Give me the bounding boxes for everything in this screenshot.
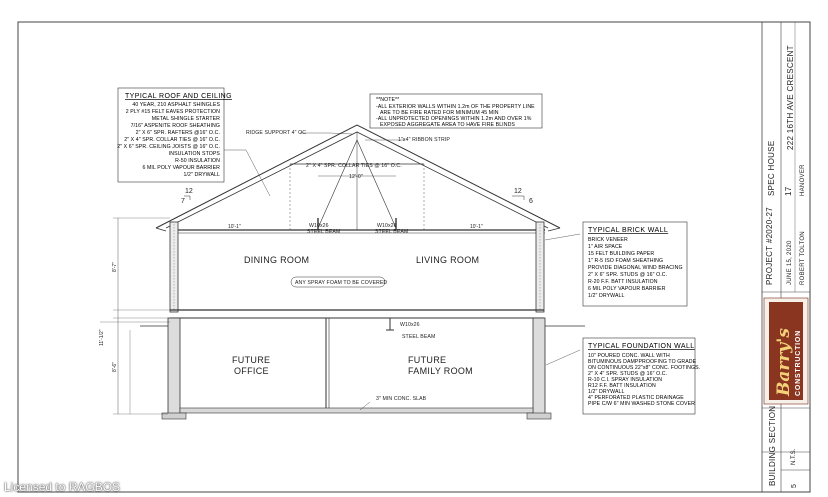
height-mid: 11'-1/2" (99, 329, 105, 346)
foundation-wall-line: R12 F.F. BATT INSULATION (588, 383, 656, 389)
town: HANOVER (800, 164, 806, 196)
logo-tagline: CONSTRUCTION (795, 330, 802, 396)
beam-right-sub: STEEL BEAM (375, 229, 409, 235)
foundation-wall-line: 1/2" DRYWALL (588, 389, 625, 395)
dim-left: 10'-1" (228, 224, 241, 230)
roof-spec-line: 2" X 4" SPR. COLLAR TIES @ 16" O.C. (124, 137, 220, 143)
beam-left-label: W10x26 (309, 223, 329, 229)
sheet-title: BUILDING SECTION (768, 405, 777, 486)
brick-wall-line: PROVIDE DIAGONAL WIND BRACING (588, 265, 683, 271)
dim-right: 10'-1" (470, 224, 483, 230)
collar-ties-label: 2" X 4" SPR. COLLAR TIES @ 16" O.C. (306, 163, 402, 169)
foundation-wall-line: PIPE C/W 6" MIN WASHED STONE COVER (588, 401, 695, 407)
brick-wall-line: R-20 F.F. BATT INSULATION (588, 279, 658, 285)
ribbon-strip-label: 1"x4" RIBBON STRIP (398, 137, 450, 143)
room-future-family-1: FUTURE (408, 355, 447, 365)
project-number: PROJECT #2020-27 (765, 206, 774, 285)
company-logo (764, 298, 808, 404)
room-future-family-2: FAMILY ROOM (408, 366, 473, 376)
beam-right-label: W10x26 (377, 223, 397, 229)
roof-spec-box (117, 88, 232, 182)
foundation-wall-line: 10" POURED CONC. WALL WITH (588, 353, 670, 359)
foundation-wall-line: R-10 C.I. SPRAY INSULATION (588, 377, 663, 383)
pitch-run-left: 12 (185, 188, 193, 195)
license-watermark: Licensed to RAGBOS (4, 480, 121, 494)
lower-beam-sub: STEEL BEAM (402, 334, 436, 340)
roof-spec-line: 2" X 6" SPR. RAFTERS @16" O.C. (135, 130, 220, 136)
brick-wall-line: 1" R-5 ISO FOAM SHEATHING (588, 258, 664, 264)
brick-wall-title: TYPICAL BRICK WALL (588, 227, 669, 234)
pitch-rise-left: 7 (181, 198, 185, 205)
roof-spec-line: 2" X 6" SPR. CEILING JOISTS @ 16" O.C. (117, 144, 220, 150)
foundation-wall-line: BITUMINOUS DAMPPROOFING TO GRADE (588, 359, 697, 365)
foundation-wall-line: 2" X 4" SPR. STUDS @ 16" O.C. (588, 371, 668, 377)
height-upper: 8'-7" (112, 262, 118, 272)
brick-wall-line: BRICK VENEER (588, 237, 628, 243)
roof-spec-line: METAL SHINGLE STARTER (151, 116, 220, 122)
note-line: EXPOSED AGGREGATE AREA TO HAVE FIRE BLINDS (380, 122, 515, 128)
drawn-by: ROBERT TOLTON (800, 231, 806, 285)
foundation-wall-line: ON CONTINUOUS 22"x8" CONC. FOOTINGS. (588, 365, 701, 371)
foundation-wall-spec-box (583, 338, 700, 414)
brick-wall-line: 1" AIR SPACE (588, 244, 623, 250)
scale: N.T.S. (791, 448, 797, 465)
ridge-support-label: RIDGE SUPPORT 4" OC (246, 130, 307, 136)
address: 222 16TH AVE CRESCENT (786, 45, 795, 150)
foundation-wall-line: 4" PERFORATED PLASTIC DRAINAGE (588, 395, 684, 401)
sheet-number: 5 (791, 484, 798, 488)
lot-number: 17 (784, 186, 793, 196)
title-block (762, 22, 810, 492)
roof-spec-lines (117, 102, 220, 178)
span-dimension: 12'-0" (349, 174, 363, 180)
brick-wall-line: 15 FELT BUILDING PAPER (588, 251, 655, 257)
roof-spec-line: R-50 INSULATION (175, 158, 220, 164)
roof-spec-line: INSULATION STOPS (168, 151, 220, 157)
room-future-office-2: OFFICE (234, 366, 269, 376)
note-line: ARE TO BE FIRE RATED FOR MINIMUM 45 MIN (380, 110, 499, 116)
beam-left-sub: STEEL BEAM (307, 229, 341, 235)
house-type: SPEC HOUSE (767, 140, 776, 196)
brick-wall-line: 6 MIL POLY VAPOUR BARRIER (588, 286, 666, 292)
room-dining: DINING ROOM (244, 255, 310, 265)
height-lower: 8'-6" (112, 362, 118, 372)
fire-note-box (370, 94, 542, 128)
brick-wall-line: 1/2" DRYWALL (588, 293, 625, 299)
roof-spec-line: 1/2" DRYWALL (183, 172, 220, 178)
brick-wall-line: 2" X 6" SPR. STUDS @ 16" O.C. (588, 272, 668, 278)
note-line: -ALL UNPROTECTED OPENINGS WITHIN 1.2m AND OVER 1% (376, 116, 532, 122)
roof-spec-line: 2 PLY #15 FELT EAVES PROTECTION (125, 109, 220, 115)
roof-spec-line: 7/16" ASPENITE ROOF SHEATHING (130, 123, 220, 129)
structure (100, 218, 585, 419)
leader-lines (224, 133, 580, 410)
project-date: JUNE 15, 2020 (787, 240, 793, 285)
note-title: **NOTE** (376, 97, 400, 103)
spray-foam-note: ANY SPRAY FOAM TO BE COVERED (295, 280, 388, 286)
pitch-run-right: 12 (514, 188, 522, 195)
note-line: -ALL EXTERIOR WALLS WITHIN 1.2m OF THE PROPERTY LINE (376, 104, 535, 110)
slab-label: 3" MIN CONC. SLAB (376, 396, 427, 402)
roof-spec-line: 6 MIL POLY VAPOUR BARRIER (142, 165, 220, 171)
room-future-office-1: FUTURE (232, 355, 271, 365)
foundation-wall-title: TYPICAL FOUNDATION WALL (588, 343, 695, 350)
pitch-rise-right: 6 (529, 198, 533, 205)
lower-beam-label: W10x26 (400, 322, 420, 328)
roof-spec-title: TYPICAL ROOF AND CEILING (125, 93, 232, 100)
logo-name: Barry's (774, 328, 794, 396)
room-living: LIVING ROOM (416, 255, 480, 265)
brick-wall-spec-box (583, 222, 687, 306)
roof-spec-line: 40 YEAR, 210 ASPHALT SHINGLES (132, 102, 220, 108)
